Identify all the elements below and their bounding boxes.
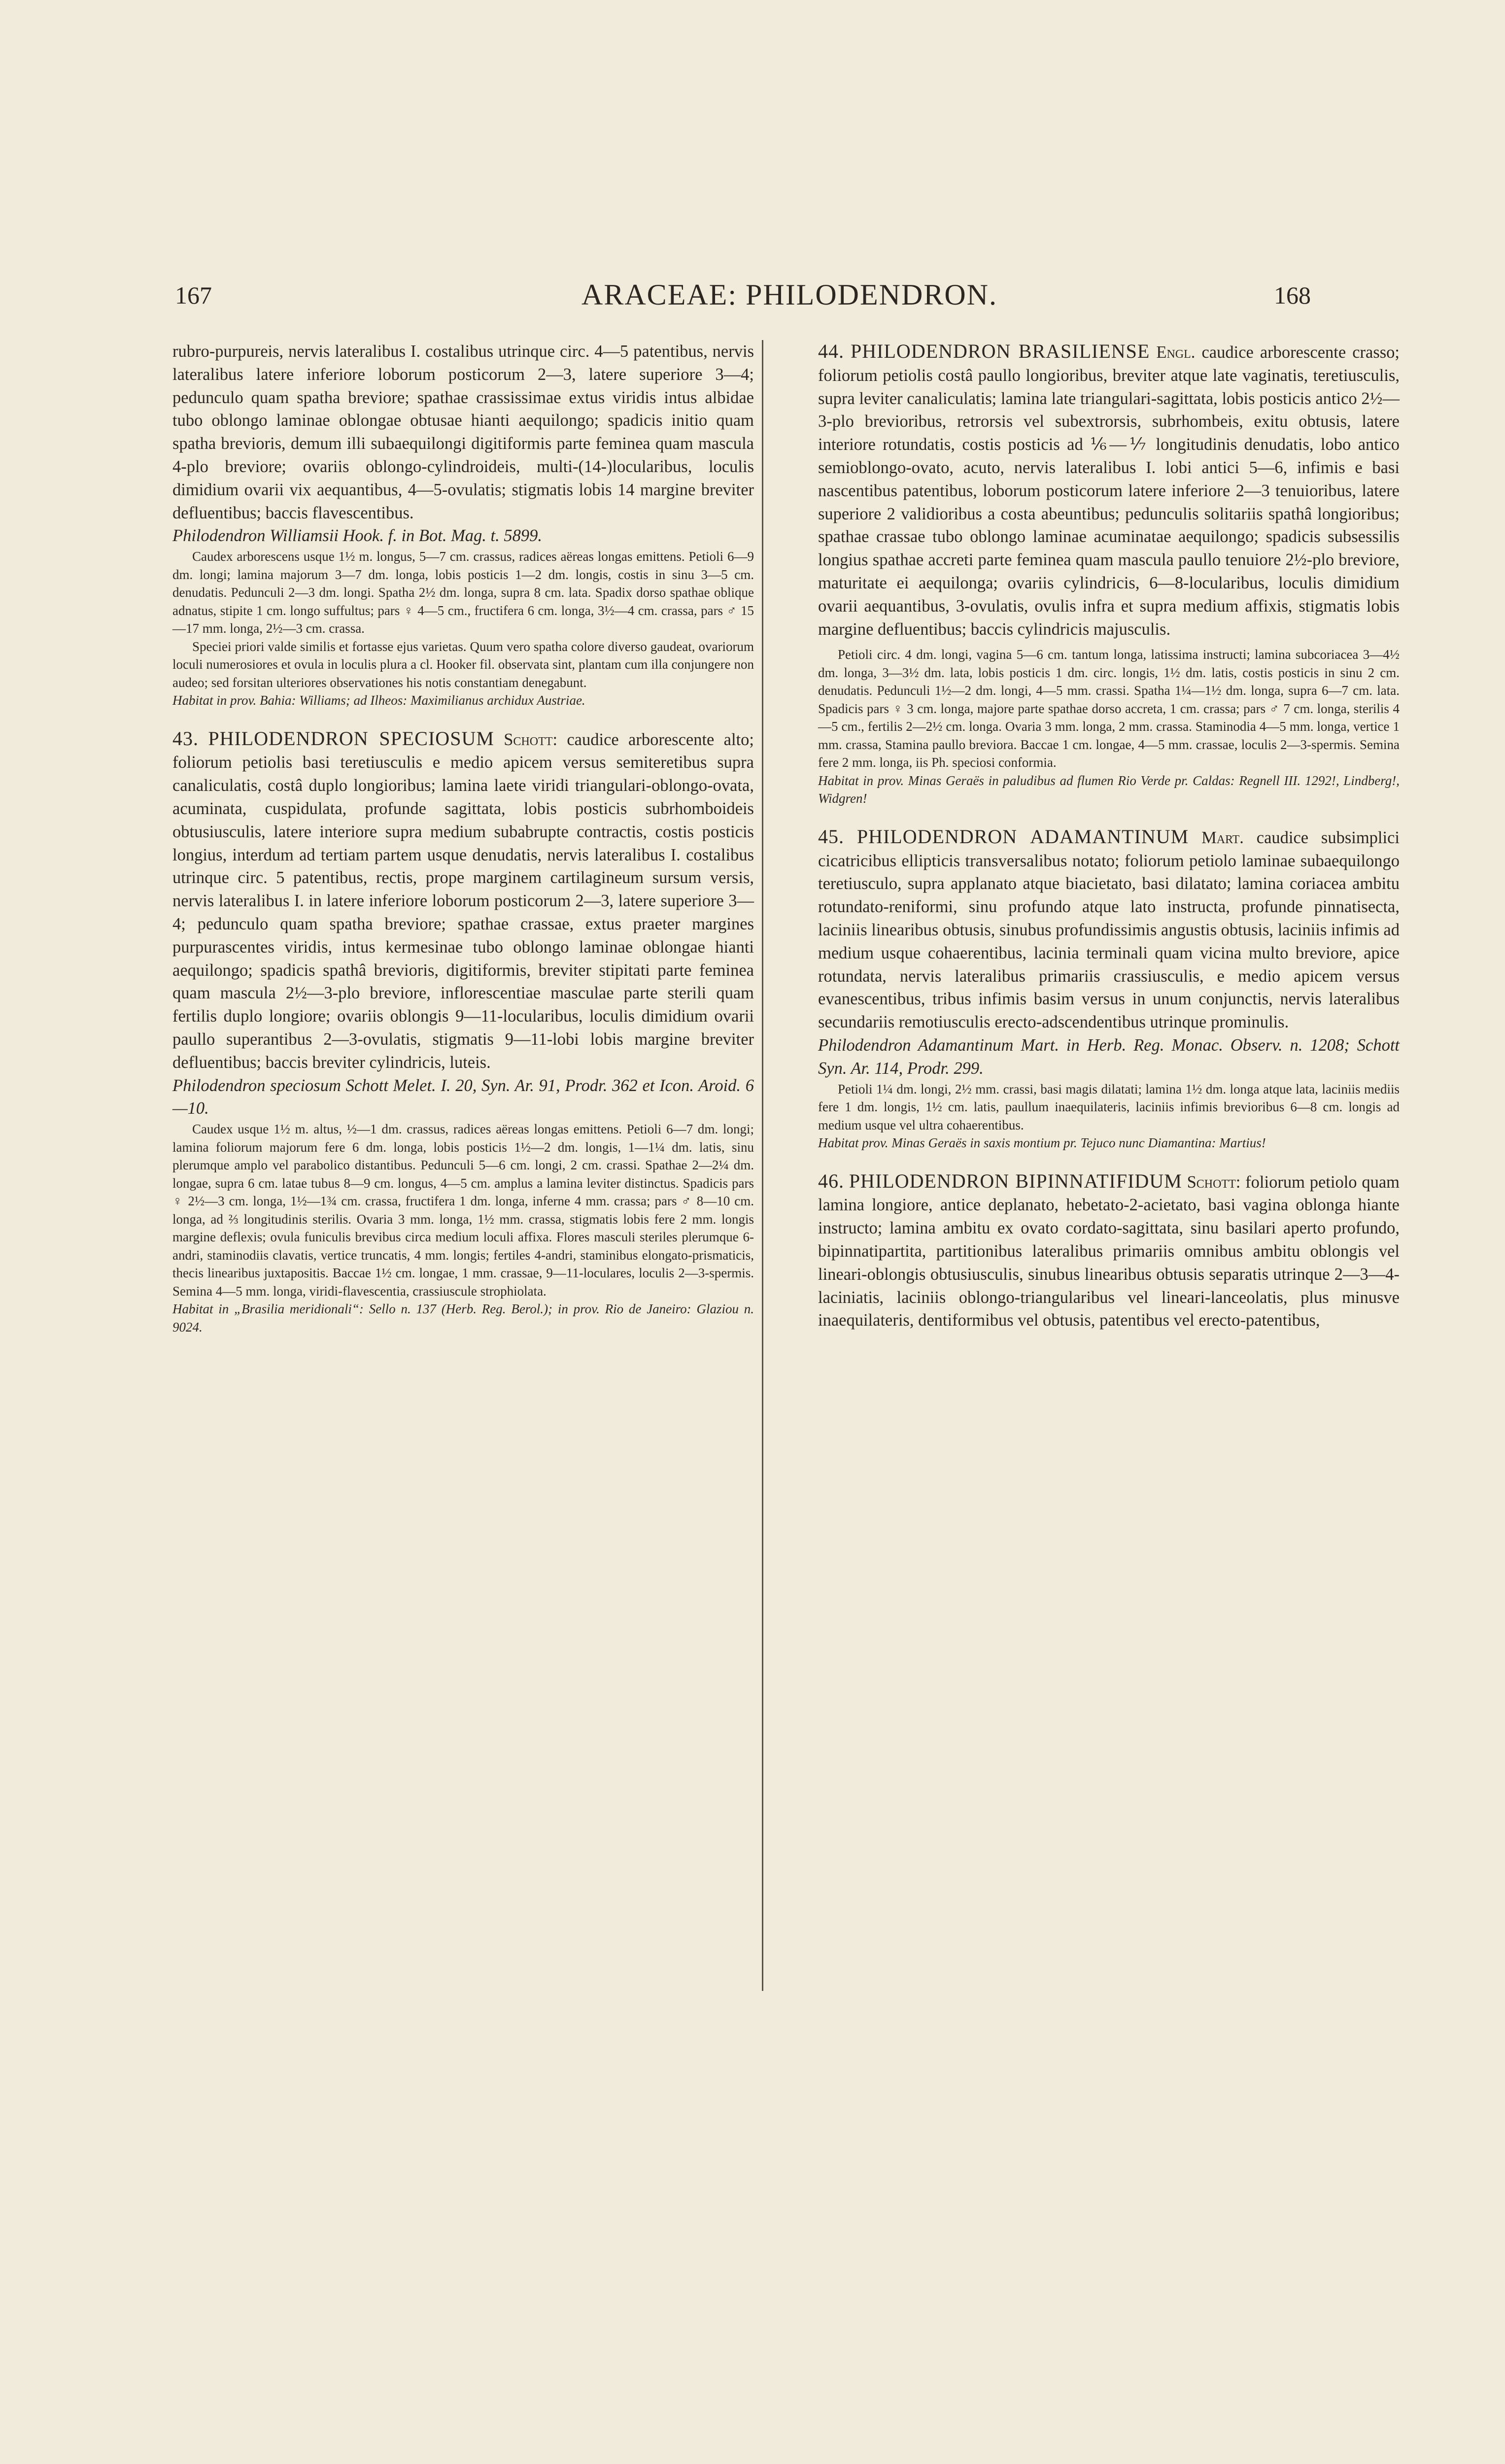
species-name: PHILODENDRON ADAMANTINUM <box>856 825 1189 848</box>
right-page-number: 168 <box>1274 281 1311 309</box>
habitat: Habitat in prov. Minas Geraës in paludibus ad flumen Rio Verde pr. Caldas: Regnell III. 1292!, Lindberg!, Widgren! <box>818 773 1400 806</box>
running-head <box>0 278 1505 320</box>
measurements: Caudex usque 1½ m. altus, ½—1 dm. crassus, radices aëreas longas emittens. Petioli 6—7 dm. longi; lamina foliorum majorum fere 6 dm. longa, lobis posticis 1½—2 dm. longis, 1—1¼ dm. latis, sinu plerumque amplo vel parabolico distantibus. Pedunculi 5—6 cm. longi, 2 cm. crassi. Spathae 2—2¼ dm. longae, supra 6 cm. latae tubus 8—9 cm. longus, 4—5 cm. amplus a lamina leviter distinctus. Spadicis pars ♀ 2½—3 cm. longa, 1½—1¾ cm. crassa, fructifera 1 dm. longa, inferne 4 mm. crassa; pars ♂ 8—10 cm. longa, ad ⅔ longitudinis sterilis. Ovaria 3 mm. longa, 1½ mm. crassa, stigmatis lobis fere 2 mm. longis margine deflexis; ovula funiculis brevibus circa medium loculi affixa. Flores masculi steriles plerumque 6-andri, staminodiis clavatis, vertice truncatis, 4 mm. longis; fertiles 4-andri, staminibus elongato-prismaticis, thecis linearibus juxtapositis. Baccae 1½ cm. longae, 1 mm. crassae, 9—11-loculares, loculis 2—3-spermis. Semina 4—5 mm. longa, viridi-flavescentia, crassiuscule strophiolata. <box>172 1122 754 1299</box>
right-column <box>818 340 1400 1332</box>
species-author: Schott <box>1187 1172 1236 1192</box>
species-number: 45. <box>818 825 844 848</box>
species-description: caudice arborescente crasso; foliorum petiolis costâ paullo longioribus, breviter atque late vaginatis, teretiusculis, supra leviter canaliculatis; lamina late triangulari-sagittata, lobis posticis antico 2½—3-plo brevioribus, retrorsis vel subextrorsis, subrhombeis, exitu obtusis, latere interiore rotundatis, costis posticis ad ⅙—⅐ longitudinis denudatis, lobo antico semioblongo-ovato, acuto, nervis lateralibus I. lobi antici 5—6, infimis e basi nascentibus patentibus, loborum posticorum latere inferiore 2—3 tenuioribus, latere superiore 2 validioribus a costa abeuntibus; pedunculis solitariis spathâ longioribus; spathae crassae tubo oblongo laminae acuminatae aequilongo; spadicis subsessilis longius spathae accreti parte feminea quam mascula paullo tenuiore 2½-plo breviore, maturitate ei aequilonga; ovariis cylindricis, 6—8-locularibus, loculis dimidium ovarii aequantibus, 3-ovulatis, ovulis infra et supra medium affixis, stigmatis lobis margine defluentibus; baccis cylindricis majusculis. <box>818 343 1400 639</box>
species-description: : foliorum petiolo quam lamina longiore, antice deplanato, hebetato-2-acietato, basi vagina oblonga hiante instructo; lamina ambitu ex ovato cordato-sagittata, sinu basilari aperto profundo, bipinnatipartita, partitionibus lateralibus primariis omnibus ambitu oblongis vel lineari-oblongis obtusiusculis, sinubus linearibus obtusis separatis utrinque 2—3—4-laciniatis, laciniis oblongo-triangularibus vel lineari-lanceolatis, plus minusve inaequilateris, dentiformibus vel obtusis, patentibus vel erecto-patentibus, <box>818 1172 1400 1330</box>
species-name: PHILODENDRON BIPINNATIFIDUM <box>849 1169 1182 1192</box>
column-divider <box>762 340 763 1991</box>
species-name: PHILODENDRON SPECIOSUM <box>208 727 494 750</box>
species-number: 43. <box>172 727 199 750</box>
species-entry-45 <box>818 825 1400 1034</box>
species-number: 46. <box>818 1169 844 1192</box>
species-name: PHILODENDRON BRASILIENSE <box>851 340 1150 362</box>
species-entry-44 <box>818 340 1400 641</box>
citation: Philodendron Adamantinum Mart. in Herb. Reg. Monac. Observ. n. 1208; Schott Syn. Ar. 114, Prodr. 299. <box>818 1036 1400 1078</box>
habitat: Habitat in prov. Bahia: Williams; ad Ilheos: Maximilianus archidux Austriae. <box>172 693 585 708</box>
habitat: Habitat prov. Minas Geraës in saxis montium pr. Tejuco nunc Diamantina: Martius! <box>818 1135 1266 1151</box>
species-author: Mart. <box>1201 828 1244 847</box>
running-title: ARACEAE: PHILODENDRON. <box>581 278 997 311</box>
citation: Philodendron speciosum Schott Melet. I. 20, Syn. Ar. 91, Prodr. 362 et Icon. Aroid. 6—10. <box>172 1076 754 1118</box>
species-author: Schott <box>504 730 553 749</box>
measurements: Caudex arborescens usque 1½ m. longus, 5—7 cm. crassus, radices aëreas longas emittens. Petioli 6—9 dm. longi; lamina majorum 3—7 dm. longa, lobis posticis 1—2 dm. longis, costis in sinu 3—5 cm. denudatis. Pedunculi 2—3 dm. longi. Spatha 2½ dm. longa, supra 8 cm. lata. Spadix dorso spathae oblique adnatus, stipite 1 cm. longo suffultus; pars ♀ 4—5 cm., fructifera 6 cm. longa, 3½—4 cm. crassa, pars ♂ 15—17 mm. longa, 2½—3 cm. crassa. <box>172 549 754 636</box>
continuation-text: rubro-purpureis, nervis lateralibus I. costalibus utrinque circ. 4—5 patentibus, nervis lateralibus latere inferiore loborum posticorum 2—3, latere superiore 3—4; pedunculo quam spatha breviore; spathae crassissimae extus viridis intus albidae tubo oblongo laminae oblongae obtusae hianti aequilongo; spadicis initio quam spatha brevioris, demum illi subaequilongi digitiformis parte feminea quam mascula 4-plo breviore; ovariis oblongo-cylindroideis, multi-(14-)locularibus, loculis dimidium ovarii vix aequantibus, 4—5-ovulatis; stigmatis lobis 14 margine breviter defluentibus; baccis flavescentibus. <box>172 342 754 522</box>
species-description: : caudice arborescente alto; foliorum petiolis basi teretiusculis e medio apicem versus semiteretibus supra canaliculatis, costâ duplo longioribus; lamina laete viridi triangulari-oblongo-ovata, acuminata, cuspidulata, profunde sagittata, lobis posticis subrhomboideis obtusiusculis, latere interiore supra medium subabrupte contractis, costis posticis longius, interdum ad tertiam partem usque denudatis, nervis lateralibus I. costalibus utrinque circ. 5 patentibus, rectis, prope marginem cartilagineum sursum versis, nervis lateralibus I. in latere inferiore loborum posticorum 2—3, latere superiore 3—4; pedunculo quam spatha breviore; spathae crassae, extus praeter margines purpurascentes viridis, intus kermesinae tubo oblongo laminae oblongae hianti aequilongo; spadicis spathâ brevioris, digitiformis, breviter stipitati parte feminea quam mascula 2½—3-plo breviore, inflorescentiae masculae parte sterili quam fertilis duplo longiore; ovariis oblongis 9—11-locularibus, loculis dimidium ovarii paullo superantibus 2—3-ovulatis, stigmatis 9—11-lobi lobis margine breviter defluentibus; baccis breviter cylindricis, luteis. <box>172 730 754 1072</box>
left-column <box>172 340 754 1336</box>
citation: Philodendron Williamsii Hook. f. in Bot. Mag. t. 5899. <box>172 526 543 546</box>
species-number: 44. <box>818 340 844 362</box>
species-entry-43 <box>172 727 754 1074</box>
species-author: Engl. <box>1156 343 1196 362</box>
note: Speciei priori valde similis et fortasse ejus varietas. Quum vero spatha colore diverso gaudeat, ovariorum loculi numerosiores et ovula in loculis plura a cl. Hooker fil. observata sint, plantam cum illa conjungere non audeo; sed forsitan ulteriores observationes his notis constantiam denegabunt. <box>172 639 754 690</box>
measurements: Petioli 1¼ dm. longi, 2½ mm. crassi, basi magis dilatati; lamina 1½ dm. longa atque lata, laciniis mediis fere 1 dm. longis, 1½ cm. latis, paullum inaequilateris, laciniis infimis brevioribus 6—8 cm. longis ad medium usque vel ultra cohaerentibus. <box>818 1081 1400 1132</box>
species-description: caudice subsimplici cicatricibus ellipticis transversalibus notato; foliorum petiolo laminae subaequilongo teretiusculo, supra applanato atque biacietato, basi dilatato; lamina coriacea ambitu rotundato-reniformi, sinu profundo atque lato instructa, profunde pinnatisecta, laciniis linearibus obtusis, sinubus profundissimis angustis obtusis, laciniis infimis ad medium usque cohaerentibus, lacinia terminali quam vicina multo breviore, apice rotundata, nervis lateralibus primariis crassiusculis, e medio apicem versus evanescentibus, tribus infimis basim versus in unum conjunctis, nervis lateralibus secundariis remotiusculis erecto-adscendentibus utrinque prominulis. <box>818 828 1400 1032</box>
species-entry-46 <box>818 1170 1400 1333</box>
habitat: Habitat in „Brasilia meridionali“: Sello n. 137 (Herb. Reg. Berol.); in prov. Rio de Janeiro: Glaziou n. 9024. <box>172 1301 754 1335</box>
measurements: Petioli circ. 4 dm. longi, vagina 5—6 cm. tantum longa, latissima instructi; lamina subcoriacea 3—4½ dm. longa, 3—3½ dm. lata, lobis posticis 1 dm. circ. longis, 1½ dm. latis, costis posticis in sinu 2 cm. denudatis. Pedunculi 1½—2 dm. longi, 4—5 mm. crassi. Spatha 1¼—1½ dm. longa, supra 6—7 cm. lata. Spadicis pars ♀ 3 cm. longa, majore parte spathae dorso accreta, 1 cm. crassa; pars ♂ 7 cm. longa, sterilis 4—5 cm., fertilis 2—2½ cm. longa. Ovaria 3 mm. longa, 2 mm. crassa. Staminodia 4—5 mm. longa, vertice 1 mm. crassa, Stamina paullo breviora. Baccae 1 cm. longae, 4—5 mm. crassae, loculis 2—3-spermis. Semina fere 2 mm. longa, iis Ph. speciosi conformia. <box>818 647 1400 770</box>
left-page-number: 167 <box>175 281 212 309</box>
